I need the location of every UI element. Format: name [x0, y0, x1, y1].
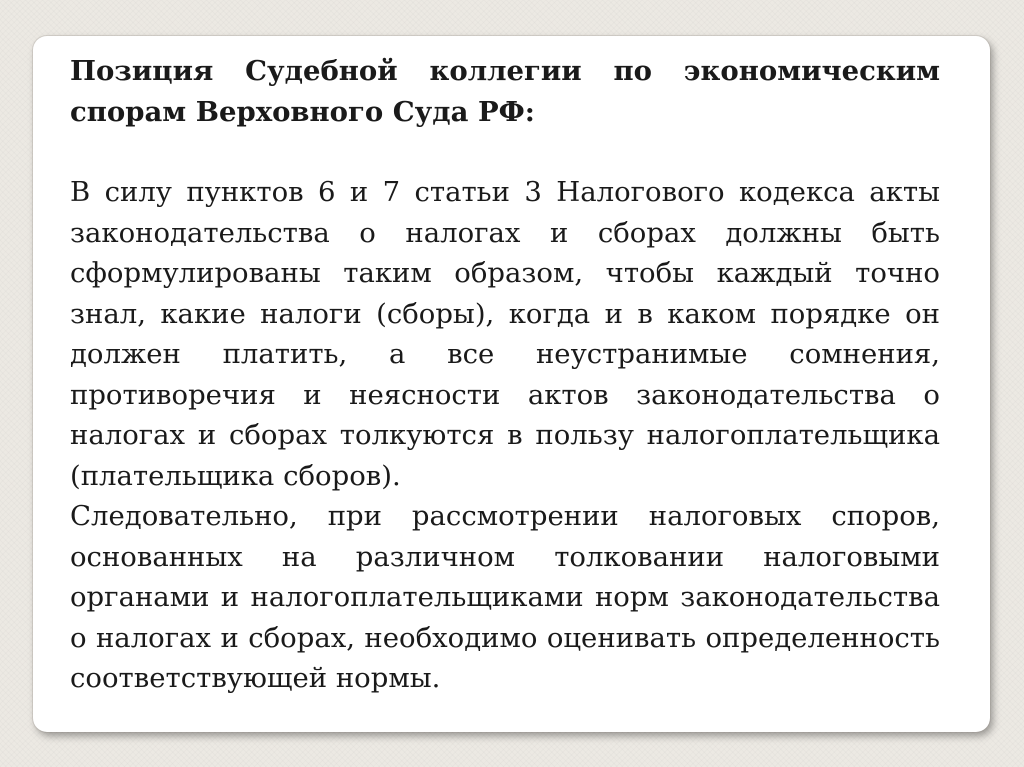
paragraph-conclusion: Следовательно, при рассмотрении налоговых споров, основанных на различном толковании налоговыми органами и налогоплательщиками норм законодательства о налогах и сборах, необходимо оценивать определенность соответствующей нормы.: [70, 500, 940, 694]
slide-text: [70, 51, 940, 699]
paragraph-tax-code-principle: В силу пунктов 6 и 7 статьи 3 Налогового кодекса акты законодательства о налогах и сборах должны быть сформулированы таким образом, чтобы каждый точно знал, какие налоги (сборы), когда и в каком порядке он должен платить, а все неустранимые сомнения, противоречия и неясности актов законодательства о налогах и сборах толкуются в пользу налогоплательщика (плательщика сборов).: [70, 176, 940, 492]
slide-heading: Позиция Судебной коллегии по экономическим спорам Верховного Суда РФ:: [70, 55, 940, 128]
slide-card: [33, 36, 990, 732]
